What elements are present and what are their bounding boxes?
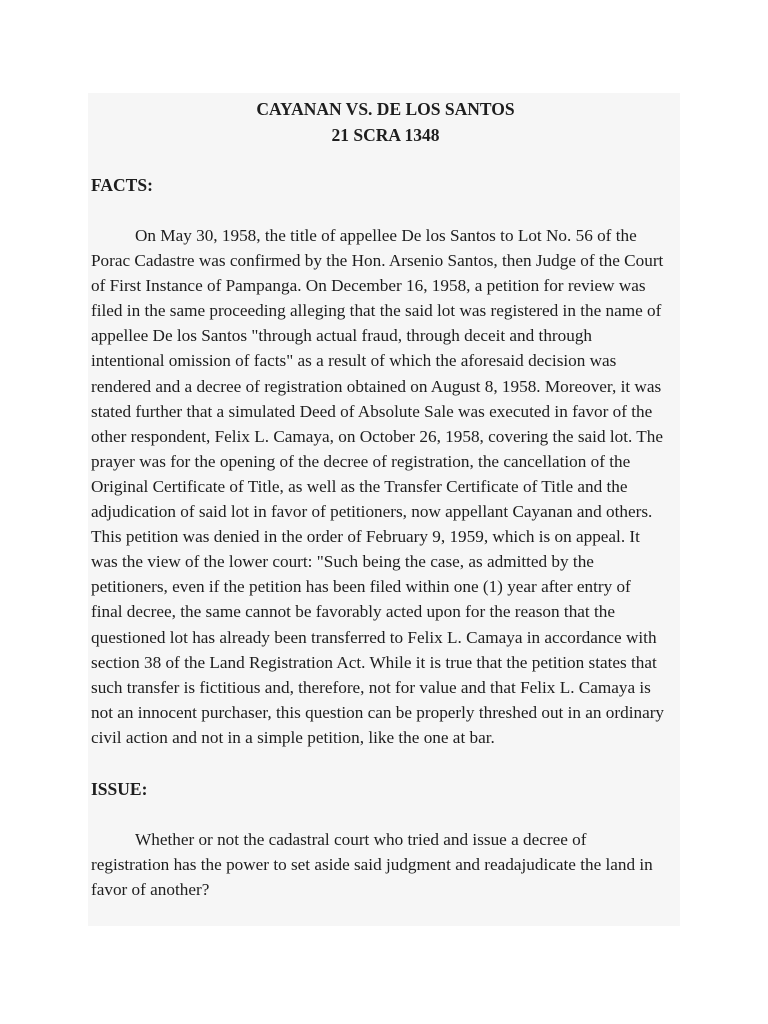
facts-heading: FACTS: xyxy=(91,175,153,195)
facts-line: of First Instance of Pampanga. On December 16, 1958, a petition for review was xyxy=(91,276,646,296)
facts-line: stated further that a simulated Deed of Absolute Sale was executed in favor of the xyxy=(91,401,653,421)
issue-line: registration has the power to set aside said judgment and readajudicate the land in xyxy=(91,855,653,875)
facts-paragraph xyxy=(91,223,681,750)
issue-line: favor of another? xyxy=(91,880,210,900)
facts-line: final decree, the same cannot be favorably acted upon for the reason that the xyxy=(91,602,615,622)
facts-line: civil action and not in a simple petition, like the one at bar. xyxy=(91,727,495,747)
title-citation: 21 SCRA 1348 xyxy=(331,125,440,145)
issue-heading: ISSUE: xyxy=(91,779,148,799)
facts-line: not an innocent purchaser, this question can be properly threshed out in an ordinary xyxy=(91,702,665,722)
facts-line: other respondent, Felix L. Camaya, on October 26, 1958, covering the said lot. The xyxy=(91,426,663,446)
facts-line: appellee De los Santos "through actual fraud, through deceit and through xyxy=(91,326,593,346)
facts-line: Porac Cadastre was confirmed by the Hon. Arsenio Santos, then Judge of the Court xyxy=(91,251,664,271)
facts-line: Original Certificate of Title, as well as the Transfer Certificate of Title and the xyxy=(91,476,628,496)
facts-line: questioned lot has already been transferred to Felix L. Camaya in accordance with xyxy=(91,627,657,647)
document-title xyxy=(91,96,680,148)
facts-line: was the view of the lower court: "Such being the case, as admitted by the xyxy=(91,552,594,572)
issue-line: Whether or not the cadastral court who tried and issue a decree of xyxy=(135,830,587,849)
facts-line: petitioners, even if the petition has been filed within one (1) year after entry of xyxy=(91,577,631,597)
facts-line: intentional omission of facts" as a result of which the aforesaid decision was xyxy=(91,351,617,371)
document-page xyxy=(88,93,680,926)
issue-paragraph xyxy=(91,827,681,902)
facts-line: prayer was for the opening of the decree of registration, the cancellation of the xyxy=(91,451,631,471)
facts-line: filed in the same proceeding alleging that the said lot was registered in the name of xyxy=(91,301,662,321)
facts-line: adjudication of said lot in favor of petitioners, now appellant Cayanan and others. xyxy=(91,502,653,522)
facts-line: This petition was denied in the order of February 9, 1959, which is on appeal. It xyxy=(91,527,640,547)
title-case-name: CAYANAN VS. DE LOS SANTOS xyxy=(256,99,515,119)
facts-line: such transfer is fictitious and, therefore, not for value and that Felix L. Camaya is xyxy=(91,677,651,697)
facts-line: On May 30, 1958, the title of appellee De los Santos to Lot No. 56 of the xyxy=(135,226,637,245)
facts-line: rendered and a decree of registration obtained on August 8, 1958. Moreover, it was xyxy=(91,376,662,396)
facts-line: section 38 of the Land Registration Act. While it is true that the petition states that xyxy=(91,652,657,672)
